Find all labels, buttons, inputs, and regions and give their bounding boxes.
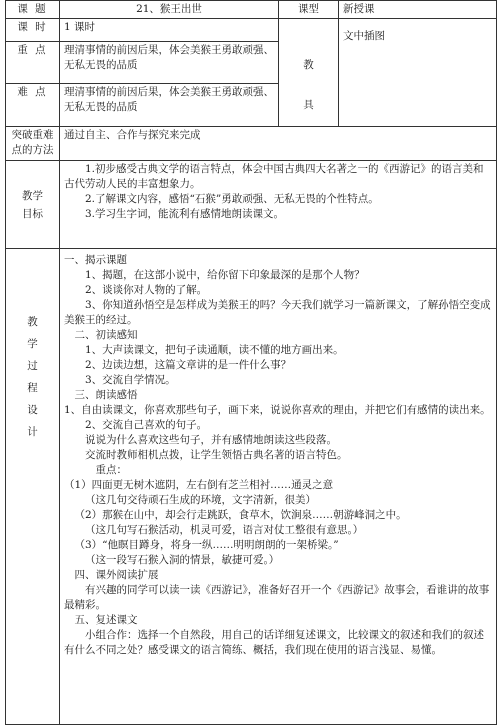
row-objectives	[6, 161, 497, 249]
row-method	[6, 127, 497, 161]
difficulty-label: 难 点	[6, 84, 60, 127]
objectives-content	[60, 161, 497, 249]
method-label: 突破重难点的方法	[6, 127, 60, 161]
tools-label	[279, 19, 339, 127]
process-line: 1、揭题，在这部小说中，给你留下印象最深的是那个人物？	[85, 269, 365, 281]
process-note: （这几句写石猴活动，机灵可爱，语言对仗工整很有意思。）	[85, 524, 364, 536]
process-line: 1、自由读课文，你喜欢那些句子，画下来，说说你喜欢的理由，并把它们有感情的读出来。	[64, 404, 491, 416]
section-title: 三、朗读感悟	[74, 389, 138, 401]
process-line: 3、交流自学情况。	[85, 374, 176, 386]
process-line: 3、你知道孙悟空是怎样成为美猴王的吗？今天我们就学习一篇新课文，了解孙悟空变成美猴王的经过。	[64, 299, 491, 326]
method-value: 通过自主、合作与探究来完成	[60, 127, 497, 161]
process-note: （这一段写石猴入洞的情景，敏捷可爱。）	[85, 554, 280, 566]
process-label-char: 过	[27, 360, 38, 372]
objective-item: 1.初步感受古典文学的语言特点，体会中国古典四大名著之一的《西游记》的语言美和古代劳动人民的丰富想象力。	[64, 163, 484, 190]
objectives-label	[6, 161, 60, 249]
objectives-label-1: 教学	[22, 189, 43, 202]
difficulty-value: 理清事情的前因后果，体会美猴王勇敢顽强、无私无畏的品质	[60, 84, 279, 127]
tools-value-text: 文中插图	[343, 30, 385, 42]
process-line: （3）“他瞑目蹲身，将身一纵……明明朗朗的一架桥梁。”	[74, 539, 339, 551]
process-label-char: 学	[27, 338, 38, 350]
objective-item: 3.学习生字词，能流利有感情地朗读课文。	[85, 208, 285, 220]
process-content	[60, 249, 497, 725]
process-line: 1、大声读课文，把句子读通顺，读不懂的地方画出来。	[85, 344, 344, 356]
process-line: 2、交流自己喜欢的句子。	[85, 419, 208, 431]
key-value: 理清事情的前因后果，体会美猴王勇敢顽强、无私无畏的品质	[60, 41, 279, 84]
process-label-char: 程	[27, 382, 38, 394]
lesson-plan-page	[5, 0, 496, 719]
process-note: （这几句交待顽石生成的环境，文字清新，很美）	[85, 494, 316, 506]
section-title: 一、揭示课题	[64, 254, 127, 266]
key-label: 重 点	[6, 41, 60, 84]
type-value: 新授课	[339, 1, 497, 19]
lesson-plan-table	[5, 0, 497, 725]
objective-item: 2.了解课文内容，感悟“石猴”勇敢顽强、无私无畏的个性特点。	[85, 193, 379, 205]
process-line: （2）那猴在山中，却会行走跳跃，食草木，饮涧泉……朝游峰洞之中。	[74, 509, 407, 521]
process-line: 有兴趣的同学可以读一读《西游记》，准备好召开一个《西游记》故事会，看谁讲的故事最精彩。	[64, 584, 490, 611]
process-label	[6, 249, 60, 725]
section-title: 二、初读感知	[74, 329, 138, 341]
process-label-char: 教	[27, 316, 38, 328]
process-line: 2、谈谈你对人物的了解。	[85, 284, 208, 296]
row-hours	[6, 19, 497, 42]
process-label-char: 计	[27, 426, 38, 438]
tools-label-char-1: 教	[303, 59, 314, 71]
process-line: 重点：	[95, 464, 127, 476]
process-line: （1）四面更无树木遮阴，左右倒有芝兰相衬……通灵之意	[64, 479, 334, 491]
section-title: 四、课外阅读扩展	[74, 569, 159, 581]
tools-label-char-2: 具	[303, 99, 314, 111]
objectives-label-2: 目标	[22, 207, 43, 220]
row-topic	[6, 1, 497, 19]
section-title: 五、复述课文	[74, 614, 138, 626]
topic-value: 21、猴王出世	[60, 1, 279, 19]
process-line: 2、边读边想，这篇文章讲的是一件什么事？	[85, 359, 292, 371]
process-line: 交流时教师相机点拨，让学生领悟古典名著的语言特色。	[85, 449, 348, 461]
hours-value: 1 课时	[60, 19, 279, 42]
process-line: 小组合作：选择一个自然段，用自己的话详细复述课文，比较课文的叙述和我们的叙述有什么不同之处？感受课文的语言简练、概括，我们现在使用的语言浅显、易懂。	[64, 629, 484, 656]
process-label-char: 设	[27, 404, 38, 416]
tools-value	[339, 19, 497, 127]
row-process	[6, 249, 497, 725]
topic-label: 课 题	[6, 1, 60, 19]
hours-label: 课 时	[6, 19, 60, 42]
type-label: 课型	[279, 1, 339, 19]
process-line: 说说为什么喜欢这些句子，并有感情地朗读这些段落。	[85, 434, 337, 446]
